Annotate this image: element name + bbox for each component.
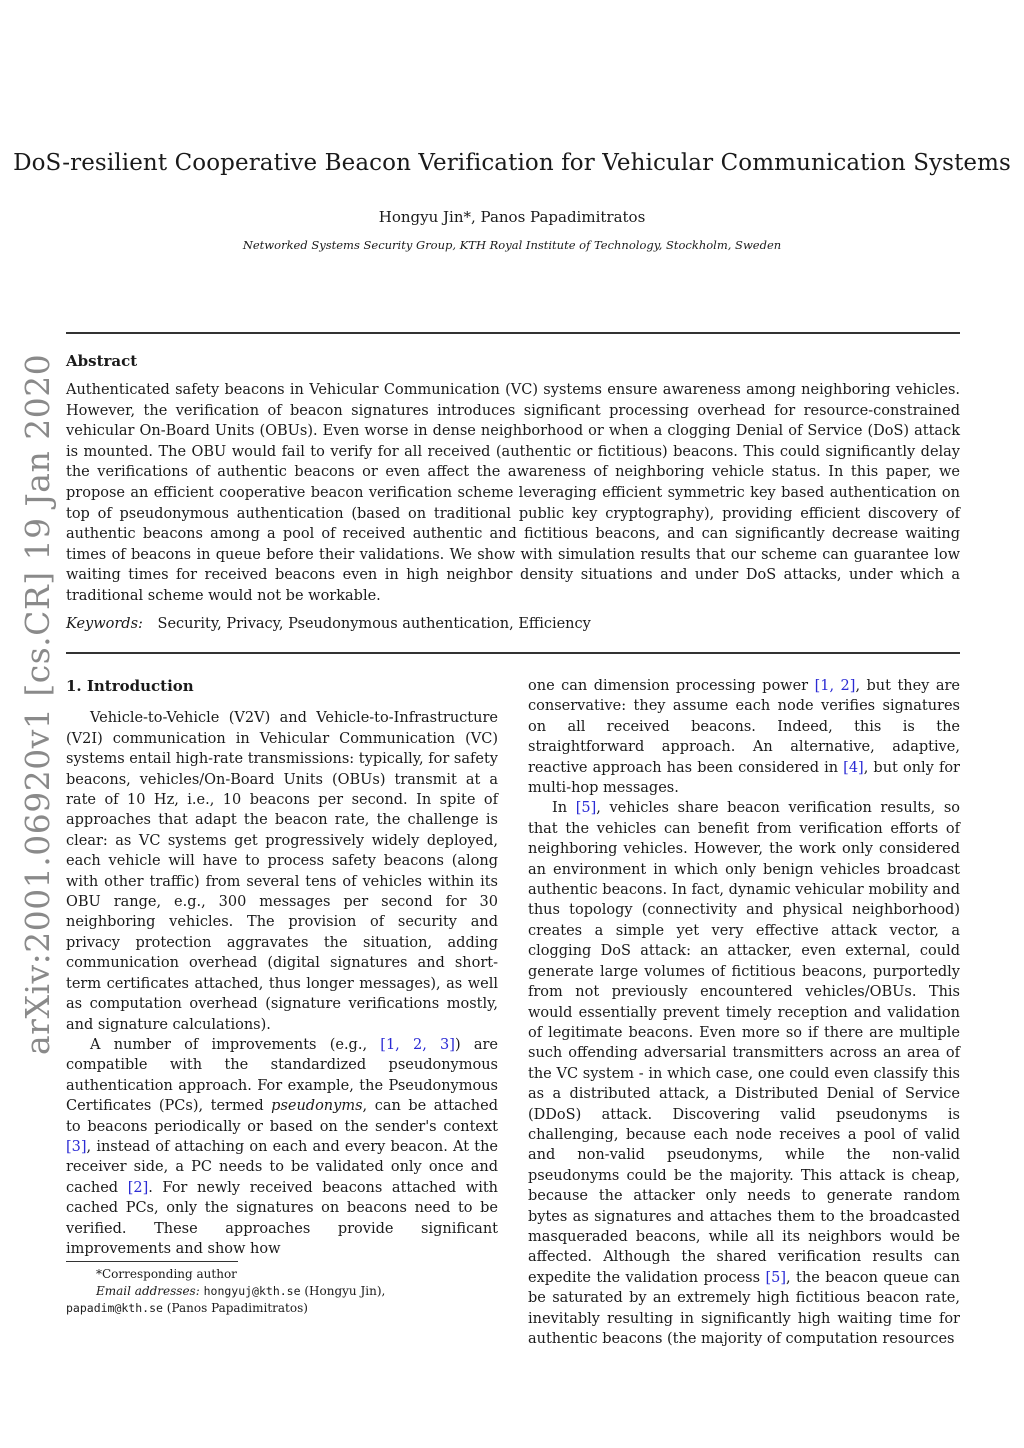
text-run: . For newly received beacons attached with cached PCs, only the signatures on beacons need to be verified. These approaches provide significant improvements and show how — [66, 1179, 498, 1257]
email-link[interactable]: papadim@kth.se — [66, 1301, 163, 1315]
intro-paragraph-2 — [66, 1035, 498, 1259]
text-run: A number of improvements (e.g., — [90, 1036, 381, 1053]
paper-title: DoS-resilient Cooperative Beacon Verification for Vehicular Communication Systems — [13, 150, 1011, 176]
email-link[interactable]: hongyuj@kth.se — [203, 1284, 301, 1298]
text-run: , instead of attaching on each and every beacon. At the receiver side, a PC needs to be validated only once and cached — [66, 1138, 498, 1196]
abstract-bottom-rule — [66, 652, 960, 654]
footnote-rule — [66, 1261, 238, 1262]
intro-paragraph-1: Vehicle-to-Vehicle (V2V) and Vehicle-to-Infrastructure (V2I) communication in Vehicular Communication (VC) systems entail high-rate transmissions: typically, for safety beacons, vehicles/On-Board Units (OBUs) transmit at a rate of 10 Hz, i.e., 10 beacons per second. In spite of approaches that adapt the beacon rate, the challenge is clear: as VC systems get progressively widely deployed, each vehicle will have to process safety beacons (along with other traffic) from several tens of vehicles within its OBU range, e.g., 300 messages per second for 30 neighboring vehicles. The provision of security and privacy protection aggravates the situation, adding communication overhead (digital signatures and short-term certificates attached, thus longer messages), as well as computation overhead (signature verifications mostly, and signature calculations). — [66, 710, 498, 1033]
arxiv-side-label: arXiv:2001.06920v1 [cs.CR] 19 Jan 2020 — [18, 353, 57, 1055]
text-run: one can dimension processing power — [528, 678, 815, 694]
abstract-text: Authenticated safety beacons in Vehicular Communication (VC) systems ensure awareness among neighboring vehicles. However, the verification of beacon signatures introduces significant processing overhead for resource-constrained vehicular On-Board Units (OBUs). Even worse in dense neighborhood or when a clogging Denial of Service (DoS) attack is mounted. The OBU would fail to verify for all received (authentic or fictitious) beacons. This could significantly delay the verifications of authentic beacons or even affect the awareness of neighboring vehicle status. In this paper, we propose an efficient cooperative beacon verification scheme leveraging efficient symmetric key based authentication on top of pseudonymous authentication (based on traditional public key cryptography), providing efficient discovery of authentic beacons among a pool of received authentic and fictitious beacons, and can significantly decrease waiting times of beacons in queue before their validations. We show with simulation results that our scheme can guarantee low waiting times for received beacons even in high neighbor density situations and under DoS attacks, under which a traditional scheme would not be workable. — [66, 382, 960, 604]
text-run: , the beacon queue can be saturated by an extremely high fictitious beacon rate, inevitably resulting in significantly high waiting time for authentic beacons (the majority of computation resources — [528, 1269, 960, 1347]
email-owner: (Hongyu Jin), — [304, 1284, 386, 1298]
footnote-emails-cont — [66, 1300, 506, 1317]
text-run: , but only for multi-hop messages. — [528, 759, 960, 797]
footnote-emails — [66, 1283, 506, 1300]
citation-link[interactable]: [5] — [575, 800, 597, 817]
text-run: In — [552, 800, 576, 817]
text-run: , vehicles share beacon verification results, so that the vehicles can benefit from verification efforts of neighboring vehicles. However, the work only considered an environment in which only benign vehicles broadcast authentic beacons. In fact, dynamic vehicular mobility and thus topology (connectivity and physical neighborhood) creates a simple yet very effective attack vector, a clogging DoS attack: an attacker, even external, could generate large volumes of fictitious beacons, purportedly from not previously encountered vehicles/OBUs. This would essentially prevent timely reception and validation of legitimate beacons. Even more so if there are multiple such offending adversarial transmitters across an area of the VC system - in which case, one could even classify this as a distributed attack, a Distributed Denial of Service (DDoS) attack. Discovering valid pseudonyms is challenging, because each node receives a pool of valid and non-valid pseudonyms, while the non-valid pseudonyms could be the majority. This attack is cheap, because the attacker only needs to generate random bytes as signatures and attaches them to the broadcasted masqueraded beacons, while all its neighbors would be affected. Although the shared verification results can expedite the validation process — [528, 800, 960, 1286]
citation-link[interactable]: [5] — [765, 1269, 787, 1286]
text-run: ) are compatible with the standardized pseudonymous authentication approach. For example, the Pseudonymous Certificates (PCs), termed — [66, 1036, 498, 1115]
emphasis: pseudonyms — [271, 1098, 363, 1115]
keywords — [66, 616, 591, 632]
affiliation: Networked Systems Security Group, KTH Royal Institute of Technology, Stockholm, Sweden — [242, 238, 782, 252]
keywords-text: Security, Privacy, Pseudonymous authentication, Efficiency — [157, 616, 591, 632]
footnote-corresponding: *Corresponding author — [96, 1267, 237, 1281]
right-column — [528, 676, 960, 1349]
email-label: Email addresses: — [96, 1284, 200, 1298]
author-list: Hongyu Jin*, Panos Papadimitratos — [378, 208, 646, 226]
email-owner: (Panos Papadimitratos) — [166, 1301, 308, 1315]
text-run: , can be attached to beacons periodically or based on the sender's context — [66, 1098, 499, 1135]
top-rule — [66, 332, 960, 334]
keywords-label: Keywords: — [66, 616, 143, 632]
citation-link[interactable]: [1, 2] — [814, 678, 856, 694]
text-run: , but they are conservative: they assume each node verifies signatures on all received beacons. Indeed, this is the straightforward approach. An alternative, adaptive, reactive approach has been considered in — [528, 678, 961, 776]
right-paragraph-2 — [528, 798, 960, 1349]
left-column — [66, 676, 498, 1259]
citation-link[interactable]: [1, 2, 3] — [380, 1036, 455, 1053]
citation-link[interactable]: [3] — [66, 1138, 87, 1155]
section-heading-introduction: 1. Introduction — [66, 677, 194, 695]
citation-link[interactable]: [2] — [127, 1179, 149, 1196]
abstract-heading: Abstract — [66, 352, 138, 370]
citation-link[interactable]: [4] — [843, 759, 864, 776]
right-paragraph-1 — [528, 676, 960, 798]
footnote — [66, 1266, 506, 1317]
